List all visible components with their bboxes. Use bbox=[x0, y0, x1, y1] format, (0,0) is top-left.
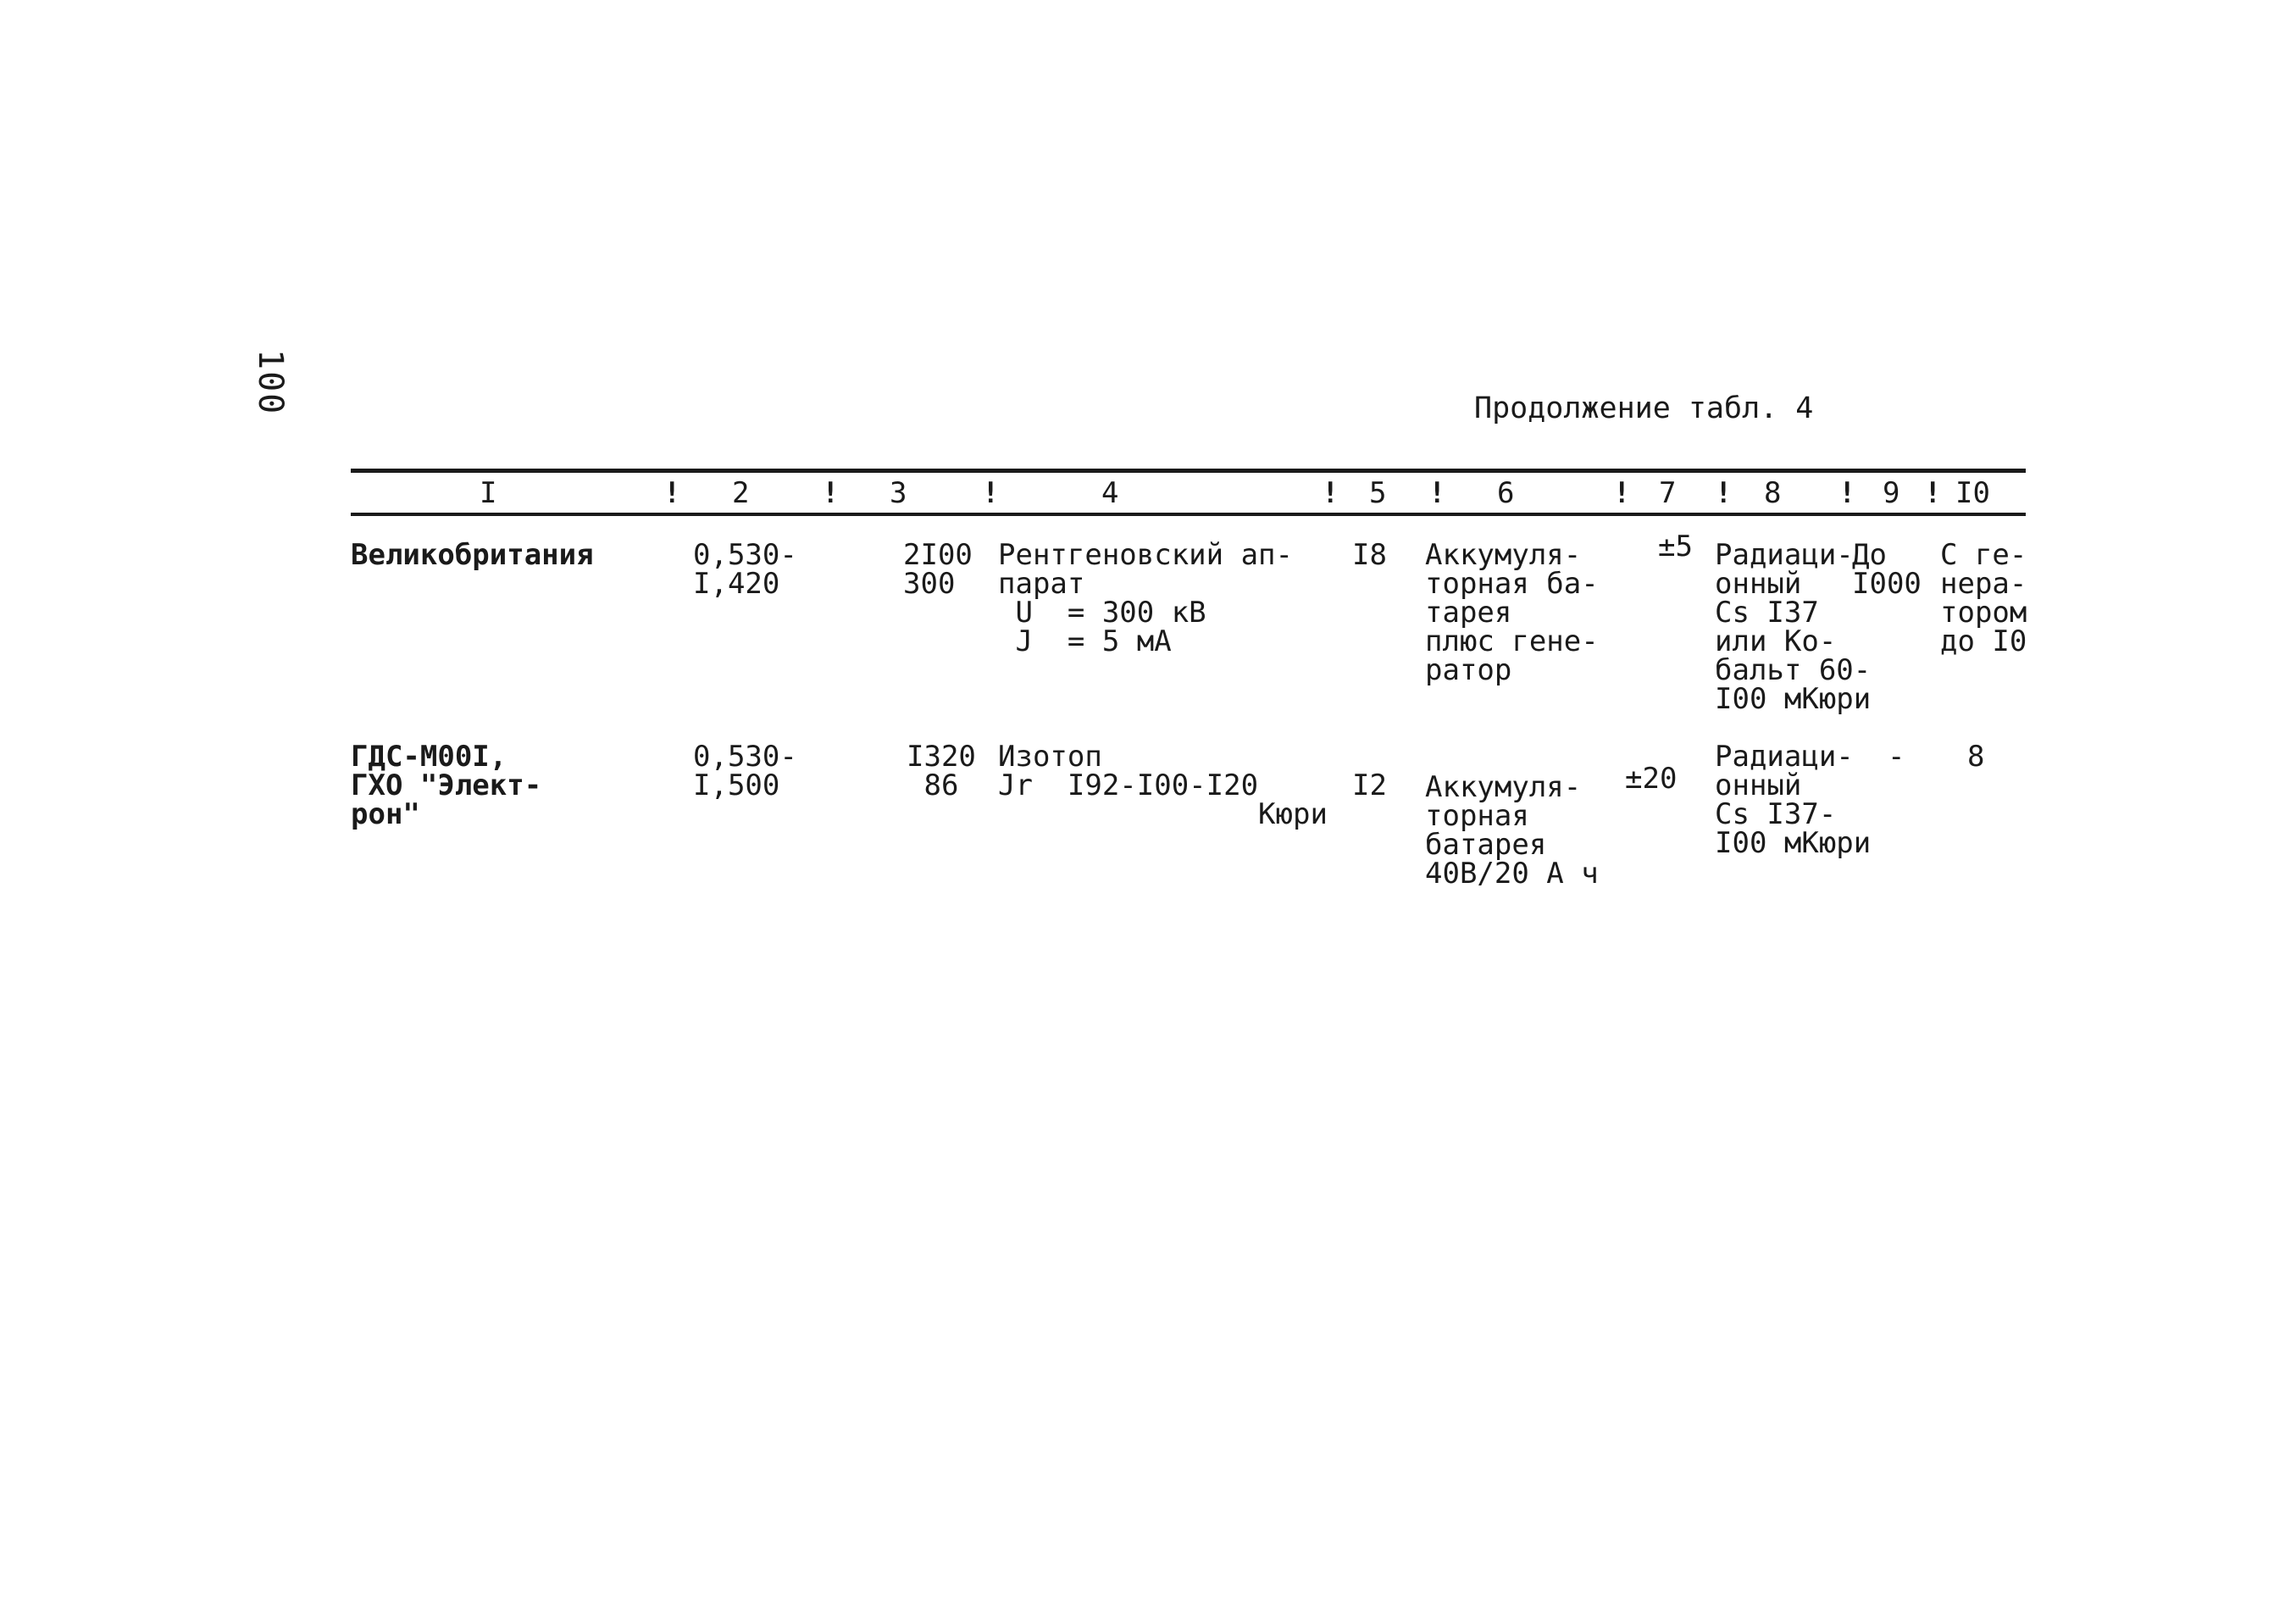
header-col-2: 2 bbox=[732, 476, 750, 510]
header-col-6: 6 bbox=[1497, 476, 1515, 510]
header-col-4: 4 bbox=[1101, 476, 1119, 510]
header-col-5: 5 bbox=[1369, 476, 1387, 510]
column-separator: ! bbox=[982, 476, 1000, 510]
cell-country: Великобритания bbox=[351, 538, 594, 572]
table-header-rule bbox=[351, 513, 2026, 516]
cell-frequency: 0,530- I,500 bbox=[693, 740, 797, 802]
cell-tolerance: ±5 bbox=[1658, 530, 1693, 563]
cell-country: ГДС-М00I, ГХО "Элект- рон" bbox=[351, 740, 542, 831]
cell-col10: С ге- нера- тором до I0 bbox=[1940, 538, 2027, 658]
page-number: 100 bbox=[251, 349, 290, 416]
table-caption: Продолжение табл. 4 bbox=[1474, 391, 1814, 425]
cell-col3: 2I00 300 bbox=[903, 538, 973, 601]
cell-protection: Радиаци- онный Cs I37 или Ко- бальт 60- I00 мКюри bbox=[1715, 538, 1872, 716]
cell-col9: До I000 bbox=[1852, 538, 1922, 601]
cell-tolerance: ±20 bbox=[1625, 762, 1678, 796]
column-separator: ! bbox=[1613, 476, 1631, 510]
table-top-rule bbox=[351, 469, 2026, 473]
cell-protection: Радиаци- онный Cs I37- I00 мКюри bbox=[1715, 740, 1872, 860]
cell-source: Рентгеновский ап- парат U = 300 кВ J = 5 мА bbox=[998, 538, 1293, 658]
cell-col5: I2 bbox=[1352, 769, 1387, 802]
header-col-8: 8 bbox=[1764, 476, 1782, 510]
cell-col10: 8 bbox=[1967, 740, 1985, 774]
column-separator: ! bbox=[822, 476, 840, 510]
cell-source: Изотоп Jr I92-I00-I20 Кюри bbox=[998, 740, 1328, 831]
header-col-10: I0 bbox=[1955, 476, 1990, 510]
cell-col3: I320 86 bbox=[907, 740, 976, 802]
column-separator: ! bbox=[663, 476, 681, 510]
column-separator: ! bbox=[1322, 476, 1339, 510]
cell-col9: - bbox=[1888, 740, 1905, 774]
cell-frequency: 0,530- I,420 bbox=[693, 538, 797, 601]
header-col-7: 7 bbox=[1659, 476, 1677, 510]
cell-power: Аккумуля- торная ба- тарея плюс гене- ратор bbox=[1425, 538, 1599, 687]
header-col-9: 9 bbox=[1883, 476, 1900, 510]
cell-col5: I8 bbox=[1352, 538, 1387, 572]
cell-power: Аккумуля- торная батарея 40В/20 А ч bbox=[1425, 770, 1599, 891]
header-col-1: I bbox=[480, 476, 497, 510]
column-separator: ! bbox=[1715, 476, 1733, 510]
column-separator: ! bbox=[1428, 476, 1446, 510]
column-separator: ! bbox=[1838, 476, 1856, 510]
column-separator: ! bbox=[1924, 476, 1942, 510]
header-col-3: 3 bbox=[890, 476, 907, 510]
